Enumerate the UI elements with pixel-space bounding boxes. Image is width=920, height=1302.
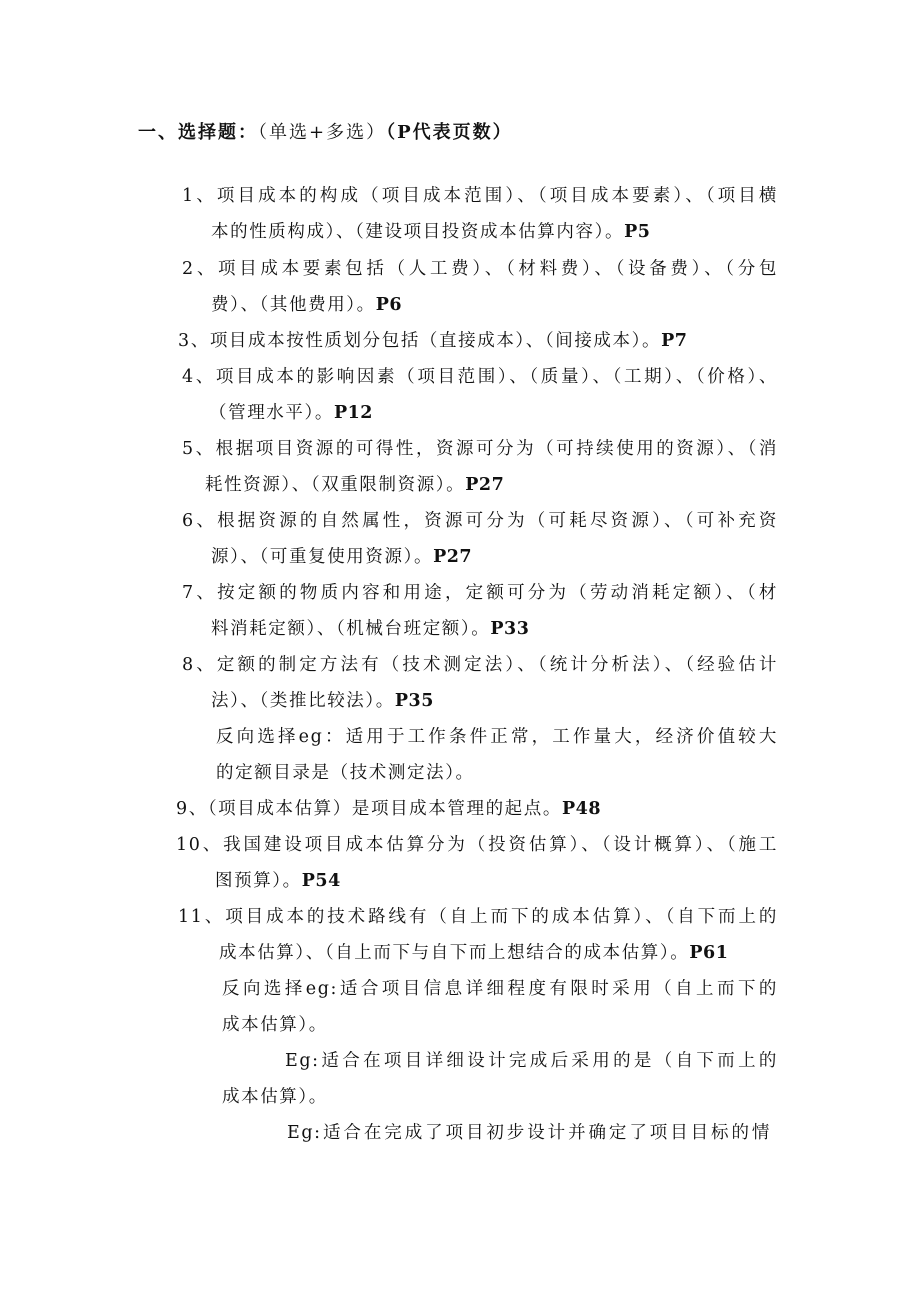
item-8-reverse-line2: 的定额目录是（技术测定法）。 bbox=[216, 763, 475, 783]
item-8-line1: 8、定额的制定方法有（技术测定法）、（统计分析法）、（经验估计 bbox=[182, 655, 778, 675]
item-11-eg2-line1: Eg:适合在完成了项目初步设计并确定了项目目标的情 bbox=[287, 1123, 771, 1143]
item-1-line1: 1、项目成本的构成（项目成本范围）、（项目成本要素）、（项目横 bbox=[182, 186, 778, 206]
page-ref: P33 bbox=[490, 619, 530, 639]
item-7-line1: 7、按定额的物质内容和用途，定额可分为（劳动消耗定额）、（材 bbox=[182, 583, 778, 603]
item-8-line2: 法）、（类推比较法）。P35 bbox=[211, 691, 434, 711]
item-11-line1: 11、项目成本的技术路线有（自上而下的成本估算）、（自下而上的 bbox=[178, 907, 778, 927]
item-4-line2: （管理水平）。P12 bbox=[209, 403, 373, 423]
page-ref: P5 bbox=[624, 222, 651, 242]
item-10-line2: 图预算）。P54 bbox=[215, 871, 341, 891]
page-ref: P12 bbox=[333, 403, 373, 423]
section-note: （P代表页数） bbox=[386, 122, 513, 143]
item-7-line2: 料消耗定额）、（机械台班定额）。P33 bbox=[211, 619, 530, 639]
page-ref: P48 bbox=[561, 799, 601, 819]
section-heading bbox=[138, 118, 513, 144]
page-ref: P6 bbox=[375, 295, 403, 315]
item-2-line1: 2、项目成本要素包括（人工费）、（材料费）、（设备费）、（分包 bbox=[182, 259, 778, 279]
item-6-line2: 源）、（可重复使用资源）。P27 bbox=[211, 547, 473, 567]
item-11-eg1-line1: Eg:适合在项目详细设计完成后采用的是（自下而上的 bbox=[285, 1051, 778, 1071]
item-1-line2: 本的性质构成）、（建设项目投资成本估算内容）。P5 bbox=[211, 222, 651, 242]
section-subtitle: （单选+多选） bbox=[258, 122, 387, 143]
item-5-line1: 5、根据项目资源的可得性，资源可分为（可持续使用的资源）、（消 bbox=[182, 439, 778, 459]
item-3-line1: 3、项目成本按性质划分包括（直接成本）、（间接成本）。P7 bbox=[178, 331, 688, 351]
item-11-line2: 成本估算）、（自上而下与自下而上想结合的成本估算）。P61 bbox=[219, 943, 729, 963]
page-ref: P7 bbox=[661, 331, 688, 351]
item-6-line1: 6、根据资源的自然属性，资源可分为（可耗尽资源）、（可补充资 bbox=[182, 511, 778, 531]
page-ref: P54 bbox=[301, 871, 341, 891]
page-ref: P27 bbox=[433, 547, 473, 567]
item-5-line2: 耗性资源）、（双重限制资源）。P27 bbox=[205, 475, 505, 495]
item-9-line1: 9、（项目成本估算）是项目成本管理的起点。P48 bbox=[176, 799, 601, 819]
item-4-line1: 4、项目成本的影响因素（项目范围）、（质量）、（工期）、（价格）、 bbox=[182, 367, 778, 387]
page-ref: P61 bbox=[689, 943, 729, 963]
item-8-reverse-line1: 反向选择eg：适用于工作条件正常，工作量大，经济价值较大 bbox=[216, 727, 778, 747]
item-11-eg1-line2: 成本估算）。 bbox=[222, 1087, 328, 1107]
item-10-line1: 10、我国建设项目成本估算分为（投资估算）、（设计概算）、（施工 bbox=[176, 835, 778, 855]
page-ref: P35 bbox=[394, 691, 434, 711]
item-2-line2: 费）、（其他费用）。P6 bbox=[211, 295, 403, 315]
item-11-reverse-line2: 成本估算）。 bbox=[222, 1015, 328, 1035]
page-ref: P27 bbox=[465, 475, 505, 495]
item-11-reverse-line1: 反向选择eg:适合项目信息详细程度有限时采用（自上而下的 bbox=[222, 979, 778, 999]
section-title: 一、选择题： bbox=[138, 122, 258, 143]
